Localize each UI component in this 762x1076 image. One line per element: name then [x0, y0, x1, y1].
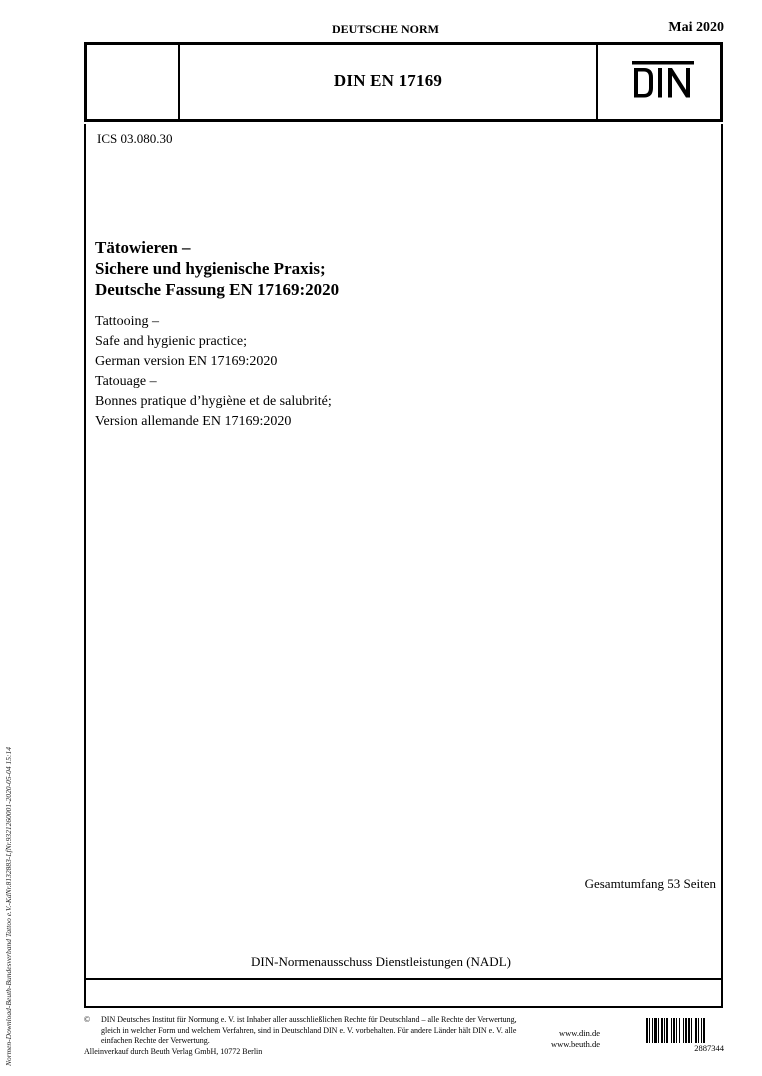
barcode-bar — [698, 1018, 699, 1043]
din-logo — [598, 45, 720, 119]
barcode-bar — [658, 1018, 659, 1043]
barcode-bar — [703, 1018, 705, 1043]
barcode-bar — [701, 1018, 702, 1043]
din-link[interactable]: www.din.de — [559, 1028, 600, 1038]
download-watermark: Normen-Download-Beuth-Bundesverband Tattoo e.V.-KdNr.8132883-LfNr.9321260001-2020-05-04 15:14 — [4, 747, 13, 1066]
footer-links — [520, 1028, 600, 1050]
total-pages: Gesamtumfang 53 Seiten — [584, 876, 716, 891]
ics-code: ICS 03.080.30 — [97, 131, 173, 146]
barcode-number: 2887344 — [694, 1043, 724, 1053]
barcode-bar — [679, 1018, 680, 1043]
barcode-bar — [691, 1018, 692, 1043]
barcode-bar — [673, 1018, 675, 1043]
title-french-line: Bonnes pratique d’hygiène et de salubrité; — [95, 394, 332, 409]
header-table — [84, 42, 723, 122]
barcode-bar — [688, 1018, 690, 1043]
barcode-bar — [649, 1018, 650, 1043]
copyright-text: DIN Deutsches Institut für Normung e. V. ist Inhaber aller ausschließlichen Rechte für Deutschland – alle Rechte der Verwertung, gleich in welcher Form und welchem Verfahren, sind in Deutschland DIN e. V. vorbehalten. Für andere Länder hält DIN e. V. alle einfachen Rechte der Verwertung. — [101, 1015, 517, 1045]
title-english — [95, 312, 277, 372]
barcode-bar — [671, 1018, 672, 1043]
title-french-line: Tatouage – — [95, 374, 157, 389]
barcode-bar — [646, 1018, 648, 1043]
barcode-bar — [683, 1018, 684, 1043]
publication-date: Mai 2020 — [668, 20, 724, 35]
title-english-line: Safe and hygienic practice; — [95, 334, 247, 349]
title-english-line: German version EN 17169:2020 — [95, 354, 278, 369]
barcode-bar — [654, 1018, 657, 1043]
document-number: DIN EN 17169 — [333, 71, 443, 90]
committee-name: DIN-Normenausschuss Dienstleistungen (NADL) — [251, 954, 511, 969]
barcode-bar — [666, 1018, 668, 1043]
title-german-line: Sichere und hygienische Praxis; — [95, 259, 326, 278]
title-german-line: Deutsche Fassung EN 17169:2020 — [95, 280, 340, 299]
barcode-bar — [652, 1018, 653, 1043]
title-french — [95, 372, 332, 432]
bottom-frame — [84, 978, 723, 1008]
title-german-line: Tätowieren – — [95, 238, 191, 257]
barcode-bar — [695, 1018, 697, 1043]
barcode-bar — [676, 1018, 677, 1043]
norm-type-label: DEUTSCHE NORM — [332, 22, 440, 36]
beuth-link[interactable]: www.beuth.de — [550, 1039, 600, 1049]
barcode-bar — [685, 1018, 687, 1043]
din-logo-icon — [632, 61, 694, 103]
copyright-symbol: © — [84, 1015, 91, 1024]
barcode-icon — [646, 1018, 724, 1043]
barcode-bar — [661, 1018, 663, 1043]
barcode-bar — [664, 1018, 665, 1043]
distributor-text: Alleinverkauf durch Beuth Verlag GmbH, 10772 Berlin — [84, 1047, 263, 1056]
title-english-line: Tattooing – — [95, 314, 159, 329]
title-french-line: Version allemande EN 17169:2020 — [95, 414, 292, 429]
title-german — [95, 237, 339, 300]
